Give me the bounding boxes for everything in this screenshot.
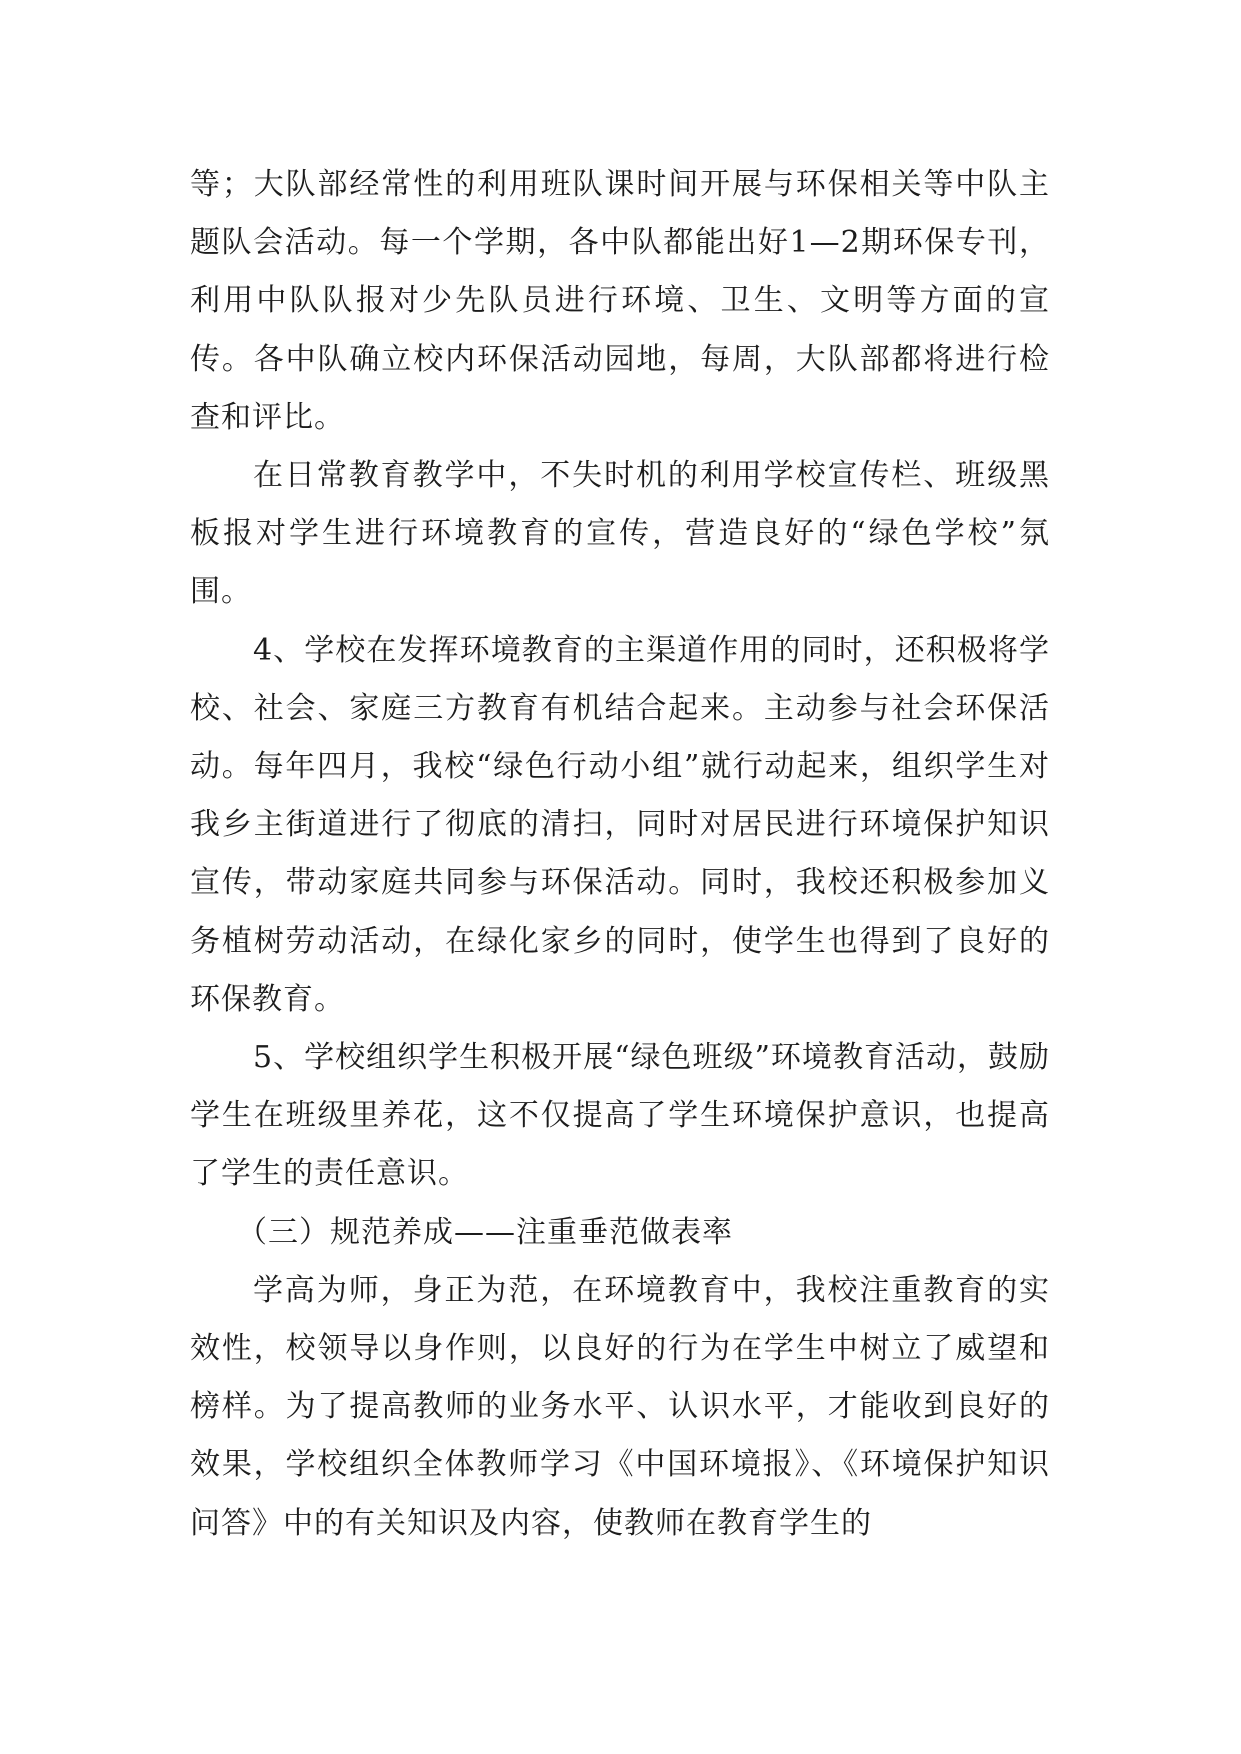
paragraph-continuation: 等；大队部经常性的利用班队课时间开展与环保相关等中队主题队会活动。每一个学期，各中队都能出好1—2期环保专刊，利用中队队报对少先队员进行环境、卫生、文明等方面的宣传。各中队确立校内环保活动园地，每周，大队部都将进行检查和评比。 — [190, 167, 1050, 435]
document-page — [190, 156, 1050, 1553]
paragraph-item-5: 5、学校组织学生积极开展“绿色班级”环境教育活动，鼓励学生在班级里养花，这不仅提高了学生环境保护意识，也提高了学生的责任意识。 — [190, 1040, 1050, 1192]
paragraph-item-4: 4、学校在发挥环境教育的主渠道作用的同时，还积极将学校、社会、家庭三方教育有机结合起来。主动参与社会环保活动。每年四月，我校“绿色行动小组”就行动起来，组织学生对我乡主街道进行了彻底的清扫，同时对居民进行环境保护知识宣传，带动家庭共同参与环保活动。同时，我校还积极参加义务植树劳动活动，在绿化家乡的同时，使学生也得到了良好的环保教育。 — [190, 632, 1050, 1017]
paragraph-publicity: 在日常教育教学中，不失时机的利用学校宣传栏、班级黑板报对学生进行环境教育的宣传，营造良好的“绿色学校”氛围。 — [190, 458, 1050, 610]
paragraph-teacher-example: 学高为师，身正为范，在环境教育中，我校注重教育的实效性，校领导以身作则，以良好的行为在学生中树立了威望和榜样。为了提高教师的业务水平、认识水平，才能收到良好的效果，学校组织全体教师学习《中国环境报》、《环境保护知识问答》中的有关知识及内容，使教师在教育学生的 — [190, 1272, 1050, 1541]
section-heading: （三）规范养成——注重垂范做表率 — [237, 1214, 733, 1250]
